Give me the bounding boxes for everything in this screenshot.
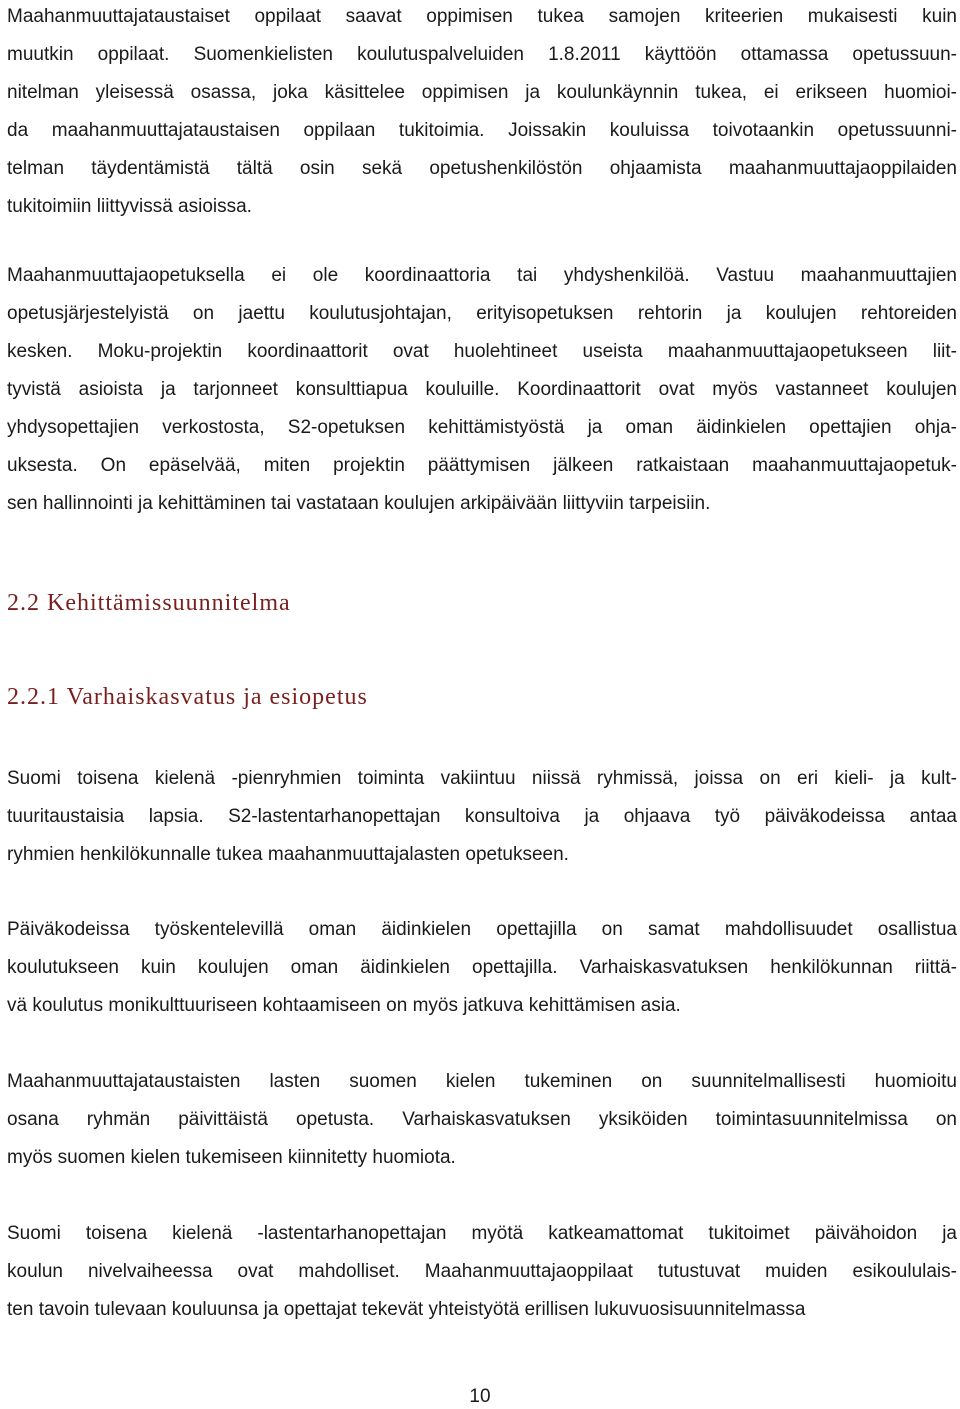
text-line: muutkin oppilaat. Suomenkielisten koulutuspalveluiden 1.8.2011 käyttöön ottamassa opetussuun-	[7, 44, 957, 65]
text-line: Maahanmuuttajataustaiset oppilaat saavat oppimisen tukea samojen kriteerien mukaisesti kuin	[7, 6, 957, 27]
text-line: tuuritaustaisia lapsia. S2-lastentarhanopettajan konsultoiva ja ohjaava työ päiväkodeissa antaa	[7, 806, 957, 827]
text-line: vä koulutus monikulttuuriseen kohtaamiseen on myös jatkuva kehittämisen asia.	[7, 995, 681, 1016]
text-line: ten tavoin tulevaan kouluunsa ja opettajat tekevät yhteistyötä erillisen lukuvuosisuunnitelmassa	[7, 1299, 806, 1320]
text-line: koulun nivelvaiheessa ovat mahdolliset. Maahanmuuttajaoppilaat tutustuvat muiden esikoululais-	[7, 1261, 957, 1282]
text-line: koulutukseen kuin koulujen oman äidinkielen opettajilla. Varhaiskasvatuksen henkilökunnan riittä-	[7, 957, 957, 978]
text-line: osana ryhmän päivittäistä opetusta. Varhaiskasvatuksen yksiköiden toimintasuunnitelmissa on	[7, 1109, 957, 1130]
paragraph-coordination	[7, 257, 957, 523]
text-line: telman täydentämistä tältä osin sekä opetushenkilöstön ohjaamista maahanmuuttajaoppilaiden	[7, 158, 957, 179]
text-line: sen hallinnointi ja kehittäminen tai vastataan koulujen arkipäivään liittyviin tarpeisiin.	[7, 493, 711, 514]
text-line: uksesta. On epäselvää, miten projektin päättymisen jälkeen ratkaistaan maahanmuuttajaopetuk-	[7, 455, 957, 476]
text-line: myös suomen kielen tukemiseen kiinnitetty huomiota.	[7, 1147, 456, 1168]
paragraph-mother-tongue-teachers	[7, 911, 957, 1025]
text-line: Suomi toisena kielenä -lastentarhanopettajan myötä katkeamattomat tukitoimet päivähoidon ja	[7, 1223, 957, 1244]
text-line: Maahanmuuttajaopetuksella ei ole koordinaattoria tai yhdyshenkilöä. Vastuu maahanmuuttajien	[7, 265, 957, 286]
text-line: tukitoimiin liittyvissä asioissa.	[7, 196, 252, 217]
text-line: yhdysopettajien verkostosta, S2-opetuksen kehittämistyöstä ja oman äidinkielen opettajien ohja-	[7, 417, 957, 438]
text-line: Päiväkodeissa työskentelevillä oman äidinkielen opettajilla on samat mahdollisuudet osallistua	[7, 919, 957, 940]
text-line: kesken. Moku-projektin koordinaattorit ovat huolehtineet useista maahanmuuttajaopetukseen liit-	[7, 341, 957, 362]
page-number: 10	[469, 1386, 491, 1407]
text-line: ryhmien henkilökunnalle tukea maahanmuuttajalasten opetukseen.	[7, 844, 569, 865]
subsection-heading: 2.2.1 Varhaiskasvatus ja esiopetus	[7, 684, 368, 710]
text-line: tyvistä asioista ja tarjonneet konsulttiapua kouluille. Koordinaattorit ovat myös vastanneet koulujen	[7, 379, 957, 400]
text-line: Suomi toisena kielenä -pienryhmien toiminta vakiintuu niissä ryhmissä, joissa on eri kieli- ja kult-	[7, 768, 957, 789]
paragraph-support-criteria	[7, 0, 957, 226]
text-line: nitelman yleisessä osassa, joka käsittelee oppimisen ja koulunkäynnin tukea, ei erikseen huomioi-	[7, 82, 957, 103]
paragraph-s2-groups	[7, 760, 957, 874]
paragraph-finnish-support	[7, 1063, 957, 1177]
paragraph-transition-phase	[7, 1215, 957, 1329]
text-line: Maahanmuuttajataustaisten lasten suomen kielen tukeminen on suunnitelmallisesti huomioitu	[7, 1071, 957, 1092]
section-heading: 2.2 Kehittämissuunnitelma	[7, 590, 291, 616]
text-line: opetusjärjestelyistä on jaettu koulutusjohtajan, erityisopetuksen rehtorin ja koulujen rehtoreiden	[7, 303, 957, 324]
text-line: da maahanmuuttajataustaisen oppilaan tukitoimia. Joissakin kouluissa toivotaankin opetussuunni-	[7, 120, 957, 141]
